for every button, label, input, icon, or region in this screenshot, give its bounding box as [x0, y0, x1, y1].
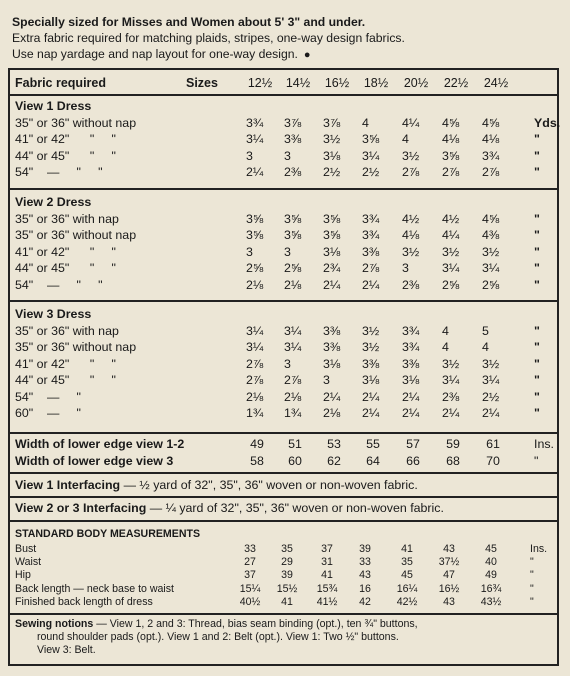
unit-label: " — [534, 373, 540, 387]
intro-line-3: Use nap yardage and nap layout for one-way design. — [12, 47, 298, 61]
measurement-cell: 37½ — [438, 556, 460, 569]
yardage-cell: 3¾ — [402, 340, 420, 354]
measurement-label: Back length — neck base to waist — [15, 582, 174, 595]
measurement-cell: 41½ — [316, 595, 338, 608]
table-row — [10, 339, 557, 355]
yardage-cell: 2⅝ — [442, 277, 460, 292]
yardage-cell: 5 — [482, 323, 489, 338]
notions-line-1: — View 1, 2 and 3: Thread, bias seam binding (opt.), ten ¾" buttons, — [93, 618, 418, 630]
yardage-cell: 2⅝ — [284, 261, 302, 275]
view-title-row — [10, 306, 557, 322]
unit-label: " — [534, 454, 539, 468]
yardage-cell: 3¼ — [246, 323, 264, 338]
yardage-cell: 2½ — [362, 165, 380, 179]
measurement-cell: 15¼ — [239, 582, 261, 595]
yardage-cell: 2¼ — [402, 406, 420, 420]
notions-line-3: View 3: Belt. — [37, 644, 96, 656]
measurement-row — [10, 583, 557, 596]
unit-label: Yds. — [534, 115, 561, 130]
yardage-cell: 2⅜ — [402, 277, 420, 292]
view-title-row — [10, 194, 557, 210]
yardage-cell: 3¾ — [362, 211, 380, 226]
view-title: View 3 Dress — [15, 307, 92, 321]
table-row — [10, 389, 557, 405]
width-cell: 58 — [250, 454, 264, 468]
yardage-cell: 3 — [246, 244, 253, 259]
yardage-cell: 3½ — [482, 356, 500, 371]
unit-label: Ins. — [530, 543, 548, 555]
measurement-cell: 41 — [321, 569, 333, 582]
table-row — [10, 372, 557, 388]
yardage-cell: 2¼ — [362, 406, 380, 420]
measurement-cell: 15½ — [276, 582, 298, 595]
yardage-cell: 3¾ — [402, 323, 420, 338]
fabric-width-label: 44" or 45" " " — [15, 261, 116, 275]
lower-edge-width-row — [10, 453, 557, 469]
table-row — [10, 244, 557, 260]
yardage-cell: 3½ — [402, 244, 420, 259]
width-cell: 55 — [366, 437, 380, 451]
yardage-cell: 3⅝ — [323, 228, 341, 242]
yardage-cell: 3¼ — [442, 373, 460, 387]
interfacing-row — [15, 477, 418, 493]
unit-label: " — [534, 244, 540, 259]
yardage-cell: 4¼ — [442, 228, 460, 242]
measurement-cell: 40 — [485, 556, 497, 569]
measurement-cell: 27 — [244, 556, 256, 569]
yardage-cell: 2¾ — [323, 261, 341, 275]
yardage-cell: 3⅞ — [323, 115, 341, 130]
yardage-cell: 2⅞ — [284, 373, 302, 387]
unit-label: " — [534, 406, 540, 420]
unit-label: " — [534, 277, 540, 292]
yardage-cell: 2⅛ — [284, 389, 302, 404]
table-row — [10, 227, 557, 243]
yardage-cell: 3½ — [323, 132, 341, 146]
yardage-cell: 3½ — [362, 340, 380, 354]
yardage-cell: 3¼ — [442, 261, 460, 275]
bullet-dot: ● — [303, 49, 311, 61]
unit-label: " — [534, 323, 540, 338]
divider — [10, 300, 557, 302]
width-cell: 70 — [486, 454, 500, 468]
measurement-cell: 33 — [244, 543, 256, 555]
yardage-cell: 3¾ — [246, 115, 264, 130]
unit-label: " — [530, 569, 534, 582]
fabric-width-label: 54" — " " — [15, 277, 103, 292]
yardage-cell: 2⅛ — [284, 277, 302, 292]
unit-label: " — [534, 356, 540, 371]
yardage-cell: 1¾ — [246, 406, 264, 420]
yardage-cell: 3¼ — [284, 323, 302, 338]
yardage-cell: 2⅜ — [442, 389, 460, 404]
yardage-cell: 3½ — [402, 148, 420, 163]
width-cell: 62 — [327, 454, 341, 468]
yardage-cell: 3¾ — [362, 228, 380, 242]
measurement-cell: 43½ — [480, 595, 502, 608]
yardage-cell: 4⅝ — [482, 211, 500, 226]
interfacing-title: View 1 Interfacing — [15, 478, 121, 492]
yardage-cell: 3¼ — [482, 261, 500, 275]
measurement-cell: 43 — [359, 569, 371, 582]
measurement-cell: 39 — [359, 543, 371, 555]
view-title: View 1 Dress — [15, 99, 92, 113]
yardage-cell: 2¼ — [323, 277, 341, 292]
measurement-label: Bust — [15, 543, 37, 555]
width-cell: 64 — [366, 454, 380, 468]
width-cell: 49 — [250, 437, 264, 451]
table-row — [10, 323, 557, 339]
yardage-cell: 3⅛ — [323, 356, 341, 371]
width-cell: 57 — [406, 437, 420, 451]
yardage-cell: 3¼ — [284, 340, 302, 354]
interfacing-text: — ¼ yard of 32", 35", 36" woven or non-woven fabric. — [146, 501, 444, 515]
width-cell: 61 — [486, 437, 500, 451]
fabric-width-label: 41" or 42" " " — [15, 244, 116, 259]
yardage-cell: 3⅛ — [323, 148, 341, 163]
yardage-cell: 4½ — [442, 211, 460, 226]
measurement-row — [10, 543, 557, 556]
yardage-cell: 3½ — [442, 356, 460, 371]
yardage-cell: 3⅜ — [323, 323, 341, 338]
yardage-cell: 2⅛ — [323, 406, 341, 420]
yardage-cell: 2⅜ — [284, 165, 302, 179]
unit-label: " — [534, 228, 540, 242]
measurement-row — [10, 596, 557, 609]
yardage-cell: 3⅛ — [362, 373, 380, 387]
table-row — [10, 405, 557, 421]
table-row — [10, 260, 557, 276]
yardage-cell: 3 — [284, 244, 291, 259]
width-cell: 66 — [406, 454, 420, 468]
measurement-cell: 37 — [321, 543, 333, 555]
yardage-cell: 2⅝ — [482, 277, 500, 292]
table-row — [10, 115, 561, 131]
fabric-width-label: 54" — " — [15, 389, 81, 404]
width-cell: 51 — [288, 437, 302, 451]
fabric-required-label: Fabric required — [15, 76, 106, 90]
fabric-width-label: 35" or 36" with nap — [15, 211, 119, 226]
table-row — [10, 277, 557, 293]
table-row — [10, 148, 557, 164]
yardage-cell: 3⅝ — [284, 211, 302, 226]
unit-label: " — [534, 165, 540, 179]
table-row — [10, 131, 557, 147]
size-header: 14½ — [285, 76, 311, 90]
size-header: 20½ — [403, 76, 429, 90]
fabric-width-label: 41" or 42" " " — [15, 356, 116, 371]
fabric-width-label: 54" — " " — [15, 165, 103, 179]
interfacing-text: — ½ yard of 32", 35", 36" woven or non-woven fabric. — [120, 478, 418, 492]
measurement-label: Finished back length of dress — [15, 595, 153, 608]
yardage-cell: 3⅜ — [362, 244, 380, 259]
measurement-cell: 42 — [359, 595, 371, 608]
yardage-cell: 3⅜ — [402, 356, 420, 371]
measurement-cell: 39 — [281, 569, 293, 582]
yardage-cell: 3⅞ — [284, 115, 302, 130]
divider — [10, 94, 557, 96]
measurement-cell: 33 — [359, 556, 371, 569]
yardage-cell: 2⅞ — [442, 165, 460, 179]
yardage-cell: 3⅝ — [442, 148, 460, 163]
measurement-label: Waist — [15, 556, 42, 569]
table-row — [10, 356, 557, 372]
measurement-cell: 37 — [244, 569, 256, 582]
unit-label: " — [534, 211, 540, 226]
yardage-cell: 3 — [402, 261, 409, 275]
yardage-cell: 4⅛ — [482, 132, 500, 146]
intro-line-1: Specially sized for Misses and Women about 5' 3" and under. — [12, 15, 366, 29]
measurement-cell: 16 — [359, 582, 371, 595]
interfacing-row — [15, 500, 444, 516]
yardage-cell: 4 — [442, 340, 449, 354]
yardage-cell: 4⅝ — [442, 115, 460, 130]
yardage-cell: 2¼ — [362, 277, 380, 292]
fabric-width-label: 35" or 36" without nap — [15, 228, 137, 242]
view-title-row — [10, 98, 557, 114]
unit-label: Ins. — [534, 437, 554, 451]
size-header: 24½ — [483, 76, 509, 90]
fabric-width-label: 35" or 36" without nap — [15, 115, 137, 130]
yardage-cell: 3⅜ — [284, 132, 302, 146]
yardage-cell: 3¼ — [246, 340, 264, 354]
unit-label: " — [534, 389, 540, 404]
measurements-heading: STANDARD BODY MEASUREMENTS — [15, 528, 201, 540]
unit-label: " — [534, 148, 540, 163]
divider — [10, 520, 557, 522]
yardage-cell: 2¼ — [246, 165, 264, 179]
view-title: View 2 Dress — [15, 195, 92, 209]
interfacing-title: View 2 or 3 Interfacing — [15, 501, 147, 515]
fabric-width-label: 41" or 42" " " — [15, 132, 116, 146]
yardage-cell: 2⅛ — [246, 277, 264, 292]
divider — [10, 472, 557, 474]
unit-label: " — [530, 582, 534, 595]
measurement-cell: 43 — [443, 595, 455, 608]
yardage-cell: 3⅛ — [402, 373, 420, 387]
width-cell: 53 — [327, 437, 341, 451]
measurement-cell: 42½ — [396, 595, 418, 608]
yardage-cell: 4¼ — [402, 115, 420, 130]
yardage-cell: 4⅝ — [482, 115, 500, 130]
fabric-table — [8, 68, 559, 666]
yardage-cell: 4 — [402, 132, 409, 146]
yardage-cell: 4⅛ — [442, 132, 460, 146]
divider — [10, 496, 557, 498]
sewing-notions — [15, 618, 555, 657]
measurement-cell: 40½ — [239, 595, 261, 608]
yardage-cell: 4 — [442, 323, 449, 338]
fabric-width-label: 44" or 45" " " — [15, 373, 116, 387]
notions-line-2: round shoulder pads (opt.). View 1 and 2: Belt (opt.). View 1: Two ½" buttons. — [37, 631, 399, 643]
size-header: 12½ — [247, 76, 273, 90]
fabric-width-label: 44" or 45" " " — [15, 148, 116, 163]
unit-label: " — [534, 261, 540, 275]
measurement-cell: 15¾ — [316, 582, 338, 595]
yardage-cell: 3⅝ — [246, 211, 264, 226]
yardage-cell: 2¼ — [442, 406, 460, 420]
yardage-cell: 3 — [246, 148, 253, 163]
table-row — [10, 164, 557, 180]
size-header: 22½ — [443, 76, 469, 90]
fabric-width-label: 35" or 36" without nap — [15, 340, 137, 354]
yardage-cell: 1¾ — [284, 406, 302, 420]
yardage-cell: 3⅝ — [284, 228, 302, 242]
measurement-cell: 45 — [401, 569, 413, 582]
yardage-cell: 2¼ — [482, 406, 500, 420]
lower-edge-width-row — [10, 436, 557, 452]
yardage-cell: 3 — [284, 356, 291, 371]
yardage-cell: 3¼ — [482, 373, 500, 387]
size-header: 18½ — [363, 76, 389, 90]
yardage-cell: 3¾ — [482, 148, 500, 163]
measurement-cell: 41 — [281, 595, 293, 608]
measurement-cell: 31 — [321, 556, 333, 569]
yardage-cell: 3⅝ — [246, 228, 264, 242]
yardage-cell: 2⅛ — [246, 389, 264, 404]
measurement-cell: 47 — [443, 569, 455, 582]
yardage-cell: 3⅝ — [323, 211, 341, 226]
yardage-cell: 4 — [362, 115, 369, 130]
notions-title: Sewing notions — [15, 618, 94, 630]
measurement-cell: 16½ — [438, 582, 460, 595]
yardage-cell: 3½ — [442, 244, 460, 259]
measurement-label: Hip — [15, 569, 31, 582]
yardage-cell: 4½ — [402, 211, 420, 226]
table-row — [10, 211, 557, 227]
unit-label: " — [534, 340, 540, 354]
yardage-cell: 2½ — [323, 165, 341, 179]
yardage-cell: 3¼ — [362, 148, 380, 163]
yardage-cell: 3⅛ — [323, 244, 341, 259]
yardage-cell: 3⅝ — [362, 132, 380, 146]
divider — [10, 432, 557, 434]
measurement-cell: 35 — [401, 556, 413, 569]
yardage-cell: 3⅜ — [362, 356, 380, 371]
measurement-cell: 16¾ — [480, 582, 502, 595]
yardage-cell: 2⅞ — [482, 165, 500, 179]
intro-text — [12, 14, 557, 63]
lower-edge-label: Width of lower edge view 1-2 — [15, 437, 185, 451]
yardage-cell: 4 — [482, 340, 489, 354]
yardage-cell: 2⅞ — [362, 261, 380, 275]
yardage-cell: 2½ — [482, 389, 500, 404]
measurement-cell: 29 — [281, 556, 293, 569]
yardage-cell: 2⅞ — [246, 356, 264, 371]
fabric-width-label: 35" or 36" with nap — [15, 323, 119, 338]
intro-line-2: Extra fabric required for matching plaids, stripes, one-way design fabrics. — [12, 31, 405, 45]
width-cell: 68 — [446, 454, 460, 468]
measurement-cell: 49 — [485, 569, 497, 582]
divider — [10, 613, 557, 615]
yardage-cell: 2⅞ — [246, 373, 264, 387]
divider — [10, 188, 557, 190]
size-header: 16½ — [324, 76, 350, 90]
yardage-cell: 2¼ — [323, 389, 341, 404]
yardage-cell: 3½ — [362, 323, 380, 338]
measurement-cell: 45 — [485, 543, 497, 555]
unit-label: " — [530, 595, 534, 608]
width-cell: 59 — [446, 437, 460, 451]
width-cell: 60 — [288, 454, 302, 468]
yardage-cell: 3 — [323, 373, 330, 387]
yardage-cell: 2¼ — [402, 389, 420, 404]
measurement-cell: 16¼ — [396, 582, 418, 595]
table-header — [10, 76, 557, 94]
yardage-cell: 4⅜ — [482, 228, 500, 242]
unit-label: " — [534, 132, 540, 146]
sizes-label: Sizes — [186, 76, 218, 90]
yardage-cell: 2⅞ — [402, 165, 420, 179]
yardage-cell: 3½ — [482, 244, 500, 259]
yardage-cell: 4⅛ — [402, 228, 420, 242]
measurement-row — [10, 556, 557, 569]
yardage-cell: 2¼ — [362, 389, 380, 404]
yardage-cell: 3¼ — [246, 132, 264, 146]
measurement-cell: 41 — [401, 543, 413, 555]
measurement-row — [10, 569, 557, 582]
yardage-cell: 3 — [284, 148, 291, 163]
unit-label: " — [530, 556, 534, 569]
lower-edge-label: Width of lower edge view 3 — [15, 454, 174, 468]
measurement-cell: 35 — [281, 543, 293, 555]
yardage-cell: 3⅜ — [323, 340, 341, 354]
yardage-cell: 2⅝ — [246, 261, 264, 275]
fabric-width-label: 60" — " — [15, 406, 81, 420]
measurement-cell: 43 — [443, 543, 455, 555]
